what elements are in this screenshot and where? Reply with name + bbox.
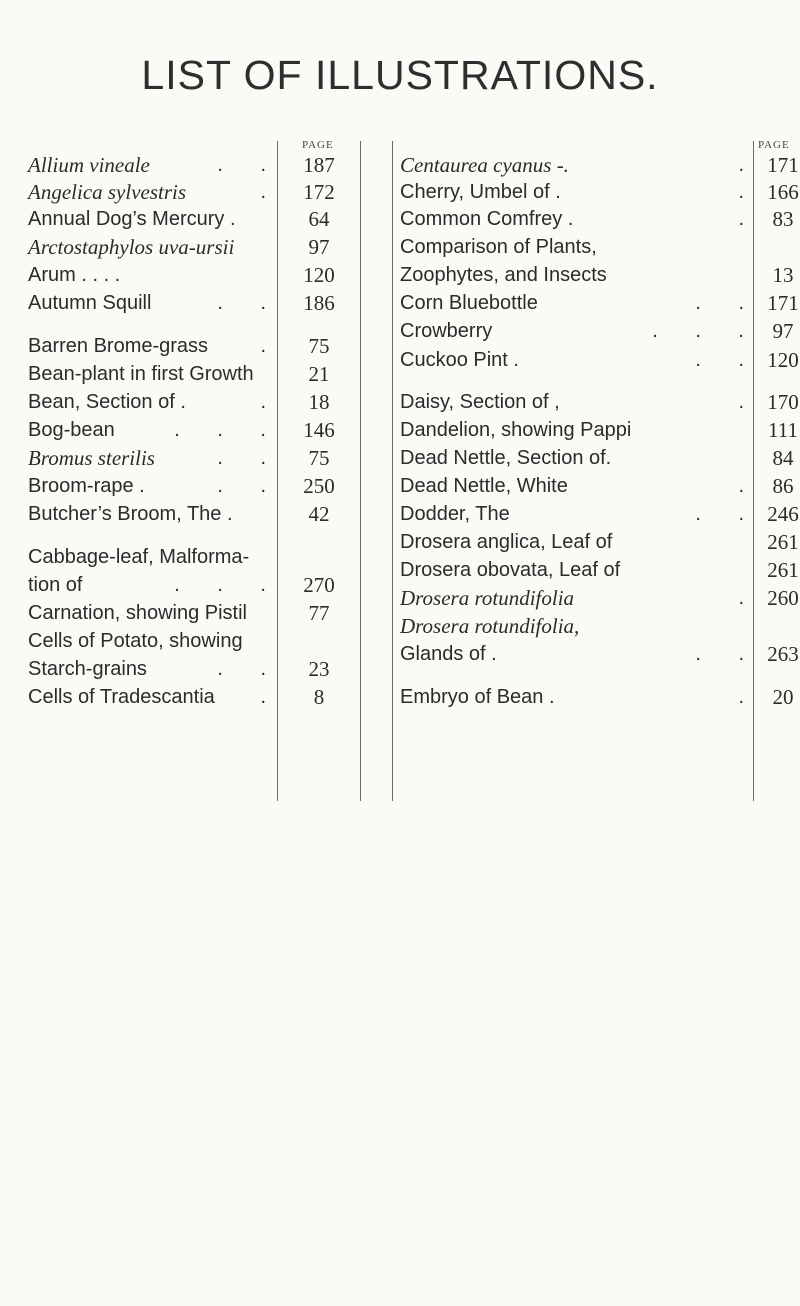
entry-name: Dandelion, showing Pappi (400, 419, 632, 441)
page-number: 18 (308, 390, 330, 414)
page-number: 120 (303, 263, 335, 287)
entry-name: Glands of . (400, 643, 497, 665)
page-number: 170 (767, 390, 799, 414)
entry-name: Autumn Squill (28, 292, 152, 314)
leader-dots: . . (217, 475, 282, 497)
list-item (392, 528, 799, 556)
list-item (392, 444, 794, 472)
page-number: 111 (768, 418, 798, 442)
page-number: 75 (308, 446, 330, 470)
list-item (28, 627, 385, 655)
leader-dots: . (738, 181, 760, 203)
page-number: 171 (767, 291, 799, 315)
page-number: 84 (772, 446, 794, 470)
list-item (28, 178, 385, 206)
entry-name: tion of (28, 574, 83, 596)
page-number: 246 (767, 502, 799, 526)
list-item (28, 205, 385, 233)
page-number: 21 (308, 362, 330, 386)
list-item (28, 416, 385, 444)
leader-dots: . (260, 686, 282, 708)
page-number: 23 (308, 657, 330, 681)
leader-dots: . (738, 154, 760, 176)
leader-dots: . . (695, 503, 760, 525)
list-item (28, 233, 385, 261)
page-number: 172 (303, 180, 335, 204)
list-item (28, 500, 385, 528)
list-item (28, 151, 385, 179)
leader-dots: . (738, 208, 760, 230)
leader-dots: . (260, 181, 282, 203)
leader-dots: . . (217, 154, 282, 176)
page-number: 97 (308, 235, 330, 259)
entry-name: Broom-rape . (28, 475, 145, 497)
list-item (28, 360, 385, 388)
leader-dots: . (738, 391, 760, 413)
page-number: 166 (767, 180, 799, 204)
list-item (392, 584, 799, 612)
page-number: 263 (767, 642, 799, 666)
entry-name: Cells of Potato, showing (28, 630, 243, 652)
entry-name: Arctostaphylos uva-ursii (28, 235, 235, 259)
entry-name: Corn Bluebottle (400, 292, 538, 314)
page-number: 146 (303, 418, 335, 442)
entry-name: Centaurea cyanus -. (400, 153, 569, 177)
list-item (392, 289, 799, 317)
entry-name: Drosera rotundifolia, (400, 614, 580, 638)
entry-name: Bromus sterilis (28, 446, 155, 470)
page-number: 171 (767, 153, 799, 177)
entry-name: Cuckoo Pint . (400, 349, 519, 371)
page-header-right: PAGE (758, 139, 790, 151)
illustrations-table (28, 139, 799, 801)
leader-dots: . . . (174, 574, 282, 596)
entry-name: Drosera obovata, Leaf of (400, 559, 621, 581)
page-number: 261 (767, 558, 799, 582)
entry-name: Dodder, The (400, 503, 510, 525)
entry-name: Carnation, showing Pistil (28, 602, 247, 624)
list-item (392, 205, 794, 233)
list-item (392, 683, 794, 711)
page-number: 77 (308, 601, 330, 625)
list-item (28, 655, 385, 683)
entry-name: Crowberry (400, 320, 493, 342)
entry-name: Comparison of Plants, (400, 236, 597, 258)
entry-name: Zoophytes, and Insects (400, 264, 607, 286)
list-item (392, 261, 794, 289)
entry-name: Cabbage-leaf, Malforma- (28, 546, 250, 568)
leader-dots: . . (695, 292, 760, 314)
page-number: 120 (767, 348, 799, 372)
page-number: 75 (308, 334, 330, 358)
entry-name: Bean-plant in first Growth (28, 363, 254, 385)
entry-name: Cherry, Umbel of . (400, 181, 561, 203)
list-item (392, 612, 776, 640)
leader-dots: . (738, 686, 760, 708)
page-number: 250 (303, 474, 335, 498)
entry-name: Butcher’s Broom, The . (28, 503, 233, 525)
list-item (28, 332, 385, 360)
list-item (28, 261, 385, 289)
list-item (392, 472, 794, 500)
list-item (392, 233, 776, 261)
list-item (392, 556, 799, 584)
page-number: 186 (303, 291, 335, 315)
page-number: 20 (772, 685, 794, 709)
leader-dots: . . (217, 447, 282, 469)
list-item (392, 346, 799, 374)
page-number: 42 (308, 502, 330, 526)
list-item (28, 571, 385, 599)
page-title: LIST OF ILLUSTRATIONS. (141, 52, 659, 98)
list-item (28, 444, 385, 472)
page-number: 270 (303, 573, 335, 597)
entry-name: Embryo of Bean . (400, 686, 555, 708)
page-number: 261 (767, 530, 799, 554)
list-item (28, 472, 385, 500)
leader-dots: . . (217, 292, 282, 314)
entry-name: Arum . . . . (28, 264, 121, 286)
leader-dots: . . (695, 349, 760, 371)
entry-name: Angelica sylvestris (28, 180, 187, 204)
list-item (392, 388, 799, 416)
entry-name: Dead Nettle, Section of. (400, 447, 612, 469)
list-item (392, 151, 799, 179)
page-number: 83 (772, 207, 794, 231)
list-item (392, 178, 799, 206)
list-item (28, 289, 385, 317)
leader-dots: . . (217, 658, 282, 680)
entry-name: Drosera anglica, Leaf of (400, 531, 613, 553)
entry-name: Bog-bean (28, 419, 115, 441)
entry-name: Drosera rotundifolia (400, 586, 575, 610)
page-number: 13 (772, 263, 794, 287)
list-item (392, 500, 799, 528)
list-item (392, 640, 799, 668)
entry-name: Allium vineale (28, 153, 150, 177)
leader-dots: . (738, 587, 760, 609)
entry-name: Common Comfrey . (400, 208, 574, 230)
page-number: 64 (308, 207, 330, 231)
leader-dots: . . . (174, 419, 282, 441)
page-number: 187 (303, 153, 335, 177)
page-number: 260 (767, 586, 799, 610)
list-item (28, 388, 385, 416)
page-header-left: PAGE (302, 139, 334, 151)
list-item (28, 683, 385, 711)
leader-dots: . (738, 475, 760, 497)
entry-name: Daisy, Section of , (400, 391, 560, 413)
entry-name: Annual Dog’s Mercury . (28, 208, 236, 230)
page-number: 8 (313, 685, 325, 709)
entry-name: Bean, Section of . (28, 391, 186, 413)
leader-dots: . (260, 335, 282, 357)
entry-name: Barren Brome-grass (28, 335, 209, 357)
leader-dots: . . . (652, 320, 760, 342)
page-number: 86 (772, 474, 794, 498)
entry-name: Cells of Tradescantia (28, 686, 215, 708)
list-item (28, 599, 385, 627)
entry-name: Dead Nettle, White (400, 475, 568, 497)
list-item (392, 416, 798, 444)
leader-dots: . . (695, 643, 760, 665)
list-item (392, 317, 794, 345)
page-number: 97 (772, 319, 794, 343)
list-item (28, 543, 385, 571)
leader-dots: . (260, 391, 282, 413)
entry-name: Starch-grains (28, 658, 147, 680)
